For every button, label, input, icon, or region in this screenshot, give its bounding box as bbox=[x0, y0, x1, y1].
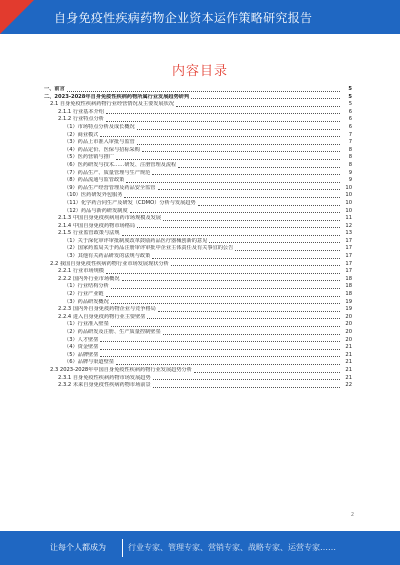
toc-entry-page: 21 bbox=[345, 374, 352, 381]
toc-leader-dots bbox=[122, 235, 340, 236]
toc-leader-dots bbox=[122, 280, 340, 281]
toc-leader-dots bbox=[198, 205, 340, 206]
toc-entry[interactable] bbox=[44, 375, 352, 383]
toc-entry-page: 17 bbox=[345, 237, 352, 244]
toc-entry-label: （10）医药研发外包服务 bbox=[64, 192, 123, 199]
toc-entry-label: 2.2.4 进入自身免疫药物行业主要壁垒 bbox=[58, 313, 146, 320]
toc-entry[interactable] bbox=[44, 230, 352, 238]
toc-entry-label: 一、前言 bbox=[44, 86, 65, 92]
toc-leader-dots bbox=[235, 250, 340, 251]
toc-leader-dots bbox=[191, 98, 340, 99]
toc-entry-page: 22 bbox=[345, 382, 352, 389]
toc-entry-label: 2.2.2 国内外行业市场概况 bbox=[58, 275, 120, 282]
toc-entry-page: 20 bbox=[345, 313, 352, 320]
toc-entry[interactable] bbox=[44, 94, 352, 102]
table-of-contents bbox=[44, 86, 352, 390]
toc-entry[interactable] bbox=[44, 192, 352, 200]
toc-entry-page: 11 bbox=[345, 215, 352, 222]
toc-entry-label: （11）化学药合同生产及研发（CDMO）分析与发展趋势 bbox=[64, 199, 196, 206]
toc-entry-label: （2）行业产业链 bbox=[64, 291, 104, 298]
toc-entry-page: 20 bbox=[345, 321, 352, 328]
toc-entry[interactable] bbox=[44, 177, 352, 185]
toc-leader-dots bbox=[106, 121, 340, 122]
toc-entry[interactable] bbox=[44, 200, 352, 208]
toc-leader-dots bbox=[111, 288, 340, 289]
toc-entry-label: 2.3 2023-2028年中国自身免疫性疾病药物行业发展趋势分析 bbox=[50, 366, 192, 373]
toc-entry[interactable] bbox=[44, 367, 352, 375]
header-corner-accent bbox=[0, 0, 34, 34]
toc-entry[interactable] bbox=[44, 329, 352, 337]
toc-leader-dots bbox=[152, 174, 340, 175]
toc-entry-page: 6 bbox=[348, 123, 352, 130]
toc-leader-dots bbox=[163, 334, 340, 335]
toc-entry-page: 7 bbox=[348, 139, 352, 146]
toc-entry[interactable] bbox=[44, 215, 352, 223]
toc-entry-page: 6 bbox=[348, 108, 352, 115]
page-footer bbox=[0, 531, 400, 565]
toc-entry[interactable] bbox=[44, 154, 352, 162]
toc-entry-page: 9 bbox=[348, 177, 352, 184]
toc-leader-dots bbox=[137, 129, 340, 130]
toc-entry[interactable] bbox=[44, 283, 352, 291]
toc-entry[interactable] bbox=[44, 101, 352, 109]
toc-entry-label: （8）药品流通与监管政策 bbox=[64, 177, 125, 184]
toc-entry-label: 2.1.4 中国自身免疫药物市场格局 bbox=[58, 222, 136, 229]
toc-leader-dots bbox=[100, 349, 340, 350]
toc-entry-page: 10 bbox=[345, 184, 352, 191]
toc-leader-dots bbox=[111, 326, 340, 327]
toc-entry[interactable] bbox=[44, 116, 352, 124]
toc-entry[interactable] bbox=[44, 359, 352, 367]
toc-entry-label: （3）人才壁垒 bbox=[64, 336, 99, 343]
toc-entry-label: （1）市场特点分析及成长概况 bbox=[64, 123, 135, 130]
toc-entry[interactable] bbox=[44, 306, 352, 314]
toc-leader-dots bbox=[124, 197, 340, 198]
toc-leader-dots bbox=[137, 144, 340, 145]
toc-entry[interactable] bbox=[44, 185, 352, 193]
toc-entry-page: 10 bbox=[345, 199, 352, 206]
toc-entry-page: 21 bbox=[345, 344, 352, 351]
toc-entry-label: （2）商业模式 bbox=[64, 131, 99, 138]
toc-entry[interactable] bbox=[44, 109, 352, 117]
toc-entry-label: （3）药品上市准入审批与监管 bbox=[64, 139, 135, 146]
toc-leader-dots bbox=[178, 167, 340, 168]
toc-leader-dots bbox=[100, 136, 340, 137]
toc-entry[interactable] bbox=[44, 238, 352, 246]
toc-entry-page: 10 bbox=[345, 192, 352, 199]
toc-entry-label: （5）品牌壁垒 bbox=[64, 351, 99, 358]
toc-leader-dots bbox=[111, 303, 340, 304]
toc-leader-dots bbox=[67, 91, 340, 92]
page-number: 2 bbox=[350, 512, 354, 518]
toc-entry-label: （2）国家药监局关于药品注册审评审批中企业主体责任及有关事宜的公告 bbox=[64, 245, 234, 252]
toc-entry-page: 5 bbox=[348, 93, 352, 100]
toc-entry[interactable] bbox=[44, 337, 352, 345]
toc-entry-label: 2.1 自身免疫性疾病药物行业经营情况及主要发展状况 bbox=[50, 101, 175, 108]
toc-leader-dots bbox=[176, 106, 340, 107]
toc-leader-dots bbox=[106, 113, 340, 114]
toc-entry[interactable] bbox=[44, 170, 352, 178]
toc-leader-dots bbox=[209, 242, 340, 243]
toc-entry[interactable] bbox=[44, 162, 352, 170]
toc-entry-label: 2.1.1 行业基本介绍 bbox=[58, 108, 104, 115]
toc-entry[interactable] bbox=[44, 291, 352, 299]
toc-entry-page: 20 bbox=[345, 336, 352, 343]
toc-entry-label: （5）医药营销与推广 bbox=[64, 154, 114, 161]
toc-leader-dots bbox=[116, 364, 340, 365]
toc-entry[interactable] bbox=[44, 344, 352, 352]
page-header bbox=[0, 0, 400, 34]
toc-leader-dots bbox=[137, 227, 340, 228]
toc-entry-page: 21 bbox=[345, 351, 352, 358]
toc-entry-page: 8 bbox=[348, 146, 352, 153]
toc-leader-dots bbox=[163, 220, 340, 221]
footer-tagline: 行业专家、管理专家、营销专家、战略专家、运营专家…… bbox=[128, 543, 336, 552]
report-title: 自身免疫性疾病药物企业资本运作策略研究报告 bbox=[54, 11, 313, 25]
toc-entry-label: 2.1.2 行业特点分析 bbox=[58, 116, 104, 123]
toc-entry-label: 2.3.2 未来自身免疫性疾病药物市场前景 bbox=[58, 382, 151, 389]
toc-entry-page: 6 bbox=[348, 116, 352, 123]
toc-entry-label: （1）行业结构分析 bbox=[64, 283, 109, 290]
toc-entry-page: 18 bbox=[345, 283, 352, 290]
toc-entry[interactable] bbox=[44, 276, 352, 284]
toc-entry-page: 12 bbox=[345, 222, 352, 229]
toc-entry[interactable] bbox=[44, 208, 352, 216]
toc-entry[interactable] bbox=[44, 147, 352, 155]
toc-leader-dots bbox=[130, 212, 340, 213]
footer-slogan: 让每个人都成为 bbox=[50, 543, 106, 552]
toc-entry-page: 17 bbox=[345, 253, 352, 260]
toc-entry-label: 2.1.3 中国自身免疫疾病用药市场规模及发展 bbox=[58, 215, 162, 222]
toc-entry[interactable] bbox=[44, 223, 352, 231]
toc-entry-page: 10 bbox=[345, 207, 352, 214]
toc-entry-label: 2.2.1 行业市场规模 bbox=[58, 268, 104, 275]
toc-entry-label: （1）行业准入壁垒 bbox=[64, 321, 109, 328]
toc-entry-label: （12）药品与新药研发制度 bbox=[64, 207, 128, 214]
toc-entry[interactable] bbox=[44, 124, 352, 132]
toc-entry-label: （6）医药研发与技术……研发、注册管理及流程 bbox=[64, 161, 177, 168]
toc-leader-dots bbox=[116, 159, 340, 160]
toc-leader-dots bbox=[106, 296, 340, 297]
toc-leader-dots bbox=[126, 182, 340, 183]
toc-entry[interactable] bbox=[44, 299, 352, 307]
toc-leader-dots bbox=[171, 265, 340, 266]
toc-entry-label: （6）品牌与渠道壁垒 bbox=[64, 359, 114, 366]
toc-entry-page: 18 bbox=[345, 291, 352, 298]
toc-leader-dots bbox=[194, 372, 340, 373]
toc-entry-label: 2.1.5 行业监管政策与法规 bbox=[58, 230, 120, 237]
toc-entry-label: 二、2023-2028年自身免疫性疾病药物所属行业发展趋势研判 bbox=[44, 93, 190, 100]
toc-entry[interactable] bbox=[44, 321, 352, 329]
toc-entry-label: 2.3.1 自身免疫性疾病药物市场发展趋势 bbox=[58, 374, 151, 381]
toc-leader-dots bbox=[153, 379, 340, 380]
toc-entry-page: 21 bbox=[345, 359, 352, 366]
toc-entry-page: 20 bbox=[345, 329, 352, 335]
toc-entry[interactable] bbox=[44, 268, 352, 276]
toc-entry[interactable] bbox=[44, 382, 352, 390]
toc-entry-label: （3）其他有关药品研发的法规与政策 bbox=[64, 253, 151, 260]
toc-entry[interactable] bbox=[44, 86, 352, 94]
toc-entry[interactable] bbox=[44, 253, 352, 261]
toc-entry-label: 2.2 我国自身免疫性疾病药物行业市场发展现状分析 bbox=[50, 260, 169, 267]
toc-entry-page: 8 bbox=[348, 154, 352, 161]
toc-entry[interactable] bbox=[44, 314, 352, 322]
toc-entry-page: 17 bbox=[345, 245, 352, 252]
toc-entry-page: 8 bbox=[348, 161, 352, 168]
toc-heading: 内容目录 bbox=[171, 64, 228, 79]
footer-divider bbox=[122, 539, 123, 557]
toc-leader-dots bbox=[152, 258, 340, 259]
toc-entry-label: （3）药品研发概况 bbox=[64, 298, 109, 305]
toc-entry-label: （7）药品生产、质量管理与生产规范 bbox=[64, 169, 151, 176]
toc-entry[interactable] bbox=[44, 261, 352, 269]
toc-leader-dots bbox=[100, 341, 340, 342]
toc-entry[interactable] bbox=[44, 245, 352, 253]
toc-entry-page: 5 bbox=[348, 86, 352, 92]
toc-leader-dots bbox=[142, 151, 340, 152]
toc-entry[interactable] bbox=[44, 139, 352, 147]
toc-entry-page: 9 bbox=[348, 169, 352, 176]
toc-entry-page: 21 bbox=[345, 366, 352, 373]
toc-entry[interactable] bbox=[44, 352, 352, 360]
toc-entry-label: （4）资金壁垒 bbox=[64, 344, 99, 351]
toc-entry-label: （2）药品研发及注册、生产质量控制壁垒 bbox=[64, 329, 161, 335]
toc-entry-page: 5 bbox=[348, 101, 352, 108]
toc-entry-page: 19 bbox=[345, 298, 352, 305]
toc-entry-page: 13 bbox=[345, 230, 352, 237]
toc-entry-label: （1）关于深化审评审批制度改革鼓励药品医疗器械创新的意见 bbox=[64, 237, 208, 244]
toc-entry-page: 7 bbox=[348, 131, 352, 138]
toc-entry-page: 17 bbox=[345, 268, 352, 275]
toc-leader-dots bbox=[153, 387, 340, 388]
toc-entry-label: （4）药品定价、医保与招标采购 bbox=[64, 146, 140, 153]
toc-leader-dots bbox=[158, 189, 341, 190]
toc-entry-page: 18 bbox=[345, 275, 352, 282]
toc-entry-label: （9）药品生产经营管理及药品安全监管 bbox=[64, 184, 156, 191]
toc-leader-dots bbox=[100, 356, 340, 357]
toc-leader-dots bbox=[106, 273, 340, 274]
toc-leader-dots bbox=[158, 311, 340, 312]
toc-entry-page: 17 bbox=[345, 260, 352, 267]
toc-entry-label: 2.2.3 国内外自身免疫药物企业与竞争格局 bbox=[58, 306, 156, 313]
toc-entry-page: 19 bbox=[345, 306, 352, 313]
toc-leader-dots bbox=[147, 318, 340, 319]
toc-entry[interactable] bbox=[44, 132, 352, 140]
